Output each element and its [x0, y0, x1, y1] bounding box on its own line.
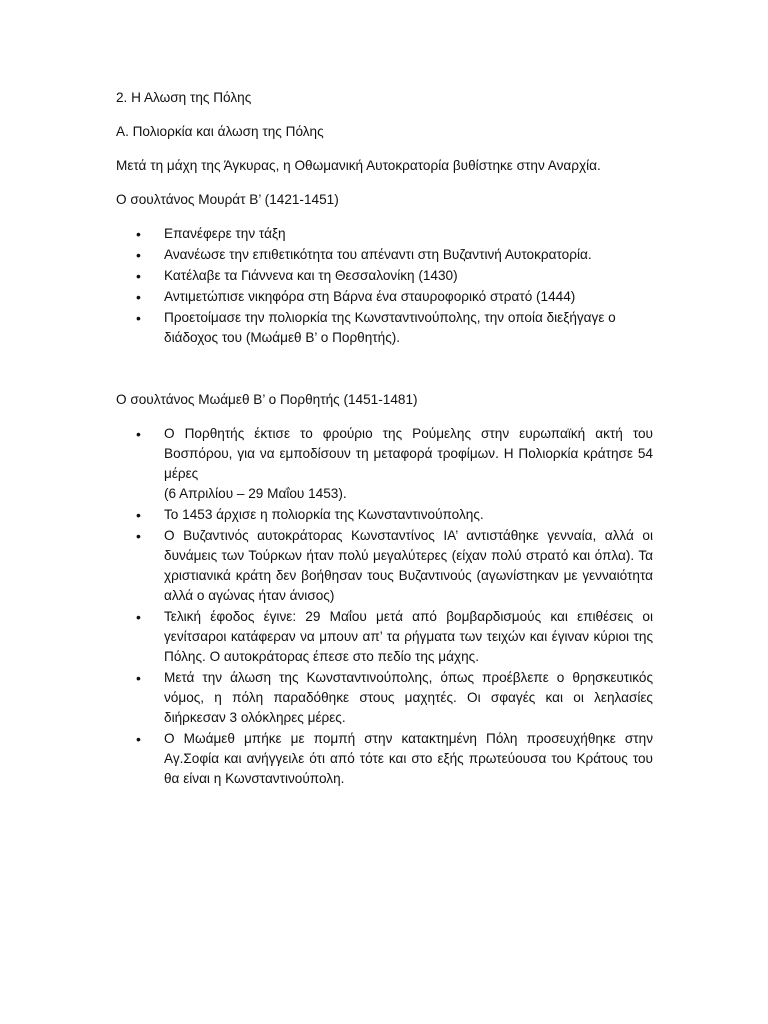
mehmed-bullet-list: [116, 424, 653, 789]
list-item-text: Ο Βυζαντινός αυτοκράτορας Κωνσταντίνος ΙΑ’ αντιστάθηκε γενναία, αλλά οι δυνάμεις των Τούρκων ήταν πολύ μεγαλύτερες (είχαν πολύ στρατό και όπλα). Τα χριστιανικά κράτη δεν βοήθησαν τους Βυζαντινούς (αγωνίστηκαν με γενναιότητα αλλά ο αγώνας ήταν άνισος): [164, 528, 653, 603]
list-item-text: Ο Μωάμεθ μπήκε με πομπή στην κατακτημένη Πόλη προσευχήθηκε στην Αγ.Σοφία και ανήγγειλε ότι από τότε και στο εξής πρωτεύουσα του Κράτους του θα είναι η Κωνσταντινούπολη.: [164, 731, 653, 786]
intro-paragraph: Μετά τη μάχη της Άγκυρας, η Οθωμανική Αυτοκρατορία βυθίστηκε στην Αναρχία.: [116, 158, 601, 173]
document-heading: 2. Η Αλωση της Πόλης: [116, 90, 252, 105]
list-item-text: Το 1453 άρχισε η πολιορκία της Κωνσταντινούπολης.: [164, 507, 484, 522]
murat-bullet-list: [116, 224, 653, 348]
list-item: • Προετοίμασε την πολιορκία της Κωνσταντινούπολης, την οποία διεξήγαγε ο διάδοχος του (Μωάμεθ Β’ ο Πορθητής).: [116, 308, 653, 348]
list-item: [116, 607, 653, 667]
list-item: [116, 729, 653, 789]
list-item-text: Ο Πορθητής έκτισε το φρούριο της Ρούμελης στην ευρωπαϊκή ακτή του Βοσπόρου, για να εμποδίσουν τη μεταφορά τροφίμων. Η Πολιορκία κράτησε 54 μέρες: [164, 426, 653, 481]
murat-section-title: Ο σουλτάνος Μουράτ Β’ (1421-1451): [116, 192, 339, 207]
list-item: • Αντιμετώπισε νικηφόρα στη Βάρνα ένα σταυροφορικό στρατό (1444): [116, 287, 653, 307]
list-item: [116, 505, 653, 525]
list-item-date-range: (6 Απριλίου – 29 Μαΐου 1453).: [164, 486, 347, 501]
list-item: • Κατέλαβε τα Γιάννενα και τη Θεσσαλονίκη (1430): [116, 266, 653, 286]
list-item: • Επανέφερε την τάξη: [116, 224, 653, 244]
section-subheading: Α. Πολιορκία και άλωση της Πόλης: [116, 124, 324, 139]
section-spacer: [116, 360, 653, 390]
list-item: • Ανανέωσε την επιθετικότητα του απέναντι στη Βυζαντινή Αυτοκρατορία.: [116, 245, 653, 265]
document-body: [116, 88, 653, 801]
mehmed-section-title: Ο σουλτάνος Μωάμεθ Β’ ο Πορθητής (1451-1481): [116, 392, 418, 407]
list-item: [116, 668, 653, 728]
list-item: [116, 424, 653, 504]
list-item-text: Μετά την άλωση της Κωνσταντινούπολης, όπως προέβλεπε ο θρησκευτικός νόμος, η πόλη παραδόθηκε στους μαχητές. Οι σφαγές και οι λεηλασίες διήρκεσαν 3 ολόκληρες μέρες.: [164, 670, 653, 725]
list-item: [116, 526, 653, 606]
list-item-text: Τελική έφοδος έγινε: 29 Μαΐου μετά από βομβαρδισμούς και επιθέσεις οι γενίτσαροι κατάφεραν να μπουν απ’ τα ρήγματα των τειχών και έγιναν κύριοι της Πόλης. Ο αυτοκράτορας έπεσε στο πεδίο της μάχης.: [164, 609, 653, 664]
